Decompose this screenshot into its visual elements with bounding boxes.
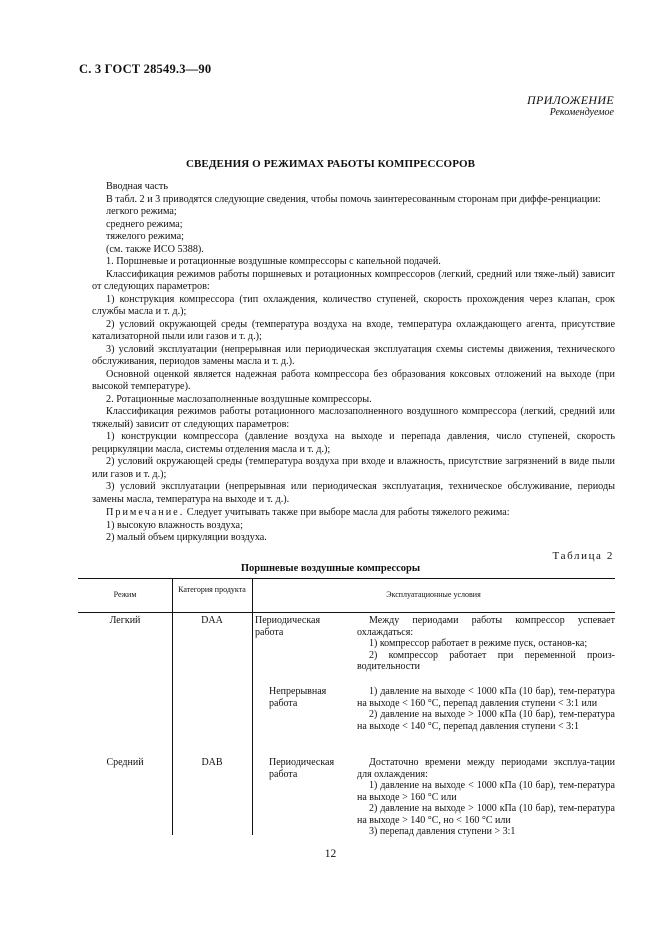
paragraph: 2) условий окружающей среды (температура воздуха на входе, температура охлаждающего агента, присутствие катализаторной пыли или газов и т. д.); xyxy=(92,318,615,342)
table-top-border xyxy=(78,578,615,579)
table-cell-operation-type xyxy=(255,757,350,781)
paragraph: (см. также ИСО 5388). xyxy=(106,243,204,255)
paragraph: 2. Ротационные маслозаполненные воздушные компрессоры. xyxy=(106,393,372,405)
list-item: тяжелого режима; xyxy=(106,231,185,242)
paragraph: В табл. 2 и 3 приводятся следующие сведения, чтобы помочь заинтересованным сторонам при диффе-ренциации: xyxy=(106,193,601,205)
list-item: 2) малый объем циркуляции воздуха. xyxy=(106,532,267,543)
condition-line: 1) давление на выходе < 1000 кПа (10 бар), тем-пература на выходе > 160 °С или xyxy=(357,780,615,803)
paragraph: 1) конструкции компрессора (давление воздуха на выходе и перепада давления, число ступеней, скорость рециркуляции масла, системы отделения масла и т. д.); xyxy=(92,431,615,455)
note-text: Следует учитывать также при выборе масла для работы тяжелого режима: xyxy=(186,507,510,518)
paragraph: 2) условий окружающей среды (температура воздуха при входе и влажность, присутствие загрязнений в виде пыли или газов и т. д.); xyxy=(92,456,615,480)
paragraph: 3) условий эксплуатации (непрерывная или периодическая эксплуатация схемы системы движения, технического обслуживания, периодов замены масла и т. д.). xyxy=(92,343,615,367)
table-cell-category: DAB xyxy=(201,757,223,768)
table-cell-conditions xyxy=(357,615,615,673)
list-item: среднего режима; xyxy=(106,218,183,230)
operation-type-text: Периодическая работа xyxy=(269,757,335,780)
paragraph: Основной оценкой является надежная работа компрессора без образования коксовых отложений на выходе (при высокой температуре). xyxy=(92,368,615,392)
condition-line: Достаточно времени между периодами эксплуа-тации для охлаждения: xyxy=(357,757,615,780)
page-number: 12 xyxy=(324,848,337,860)
table-cell-conditions xyxy=(357,686,615,732)
table-column-divider xyxy=(252,578,253,835)
table-header-category: Категория продукта xyxy=(178,585,246,594)
condition-line: 1) давление на выходе < 1000 кПа (10 бар), тем-пература на выходе < 160 °С, перепад давления ступени < 3:1 или xyxy=(357,686,615,709)
table-cell-category: DAA xyxy=(201,615,223,626)
table-cell-conditions xyxy=(357,757,615,838)
appendix-subtitle: Рекомендуемое xyxy=(549,107,614,118)
table-label: Таблица 2 xyxy=(552,550,614,562)
condition-line: 2) давление на выходе > 1000 кПа (10 бар), тем-пература на выходе < 140 °С, перепад давления ступени < 3:1 xyxy=(357,709,615,732)
table-header-border xyxy=(78,612,615,613)
section-title: СВЕДЕНИЯ О РЕЖИМАХ РАБОТЫ КОМПРЕССОРОВ xyxy=(185,158,476,170)
table-name: Поршневые воздушные компрессоры xyxy=(240,563,421,574)
paragraph: Вводная часть xyxy=(106,181,168,192)
table-header-conditions: Эксплуатационные условия xyxy=(386,590,481,599)
table-cell-mode: Легкий xyxy=(109,615,141,626)
paragraph: Классификация режимов работы поршневых и ротационных компрессоров (легкий, средний или тяже-лый) зависит от следующих параметров: xyxy=(92,268,615,292)
condition-line: Между периодами работы компрессор успевает охлаждаться: xyxy=(357,615,615,638)
appendix-title: ПРИЛОЖЕНИЕ xyxy=(527,93,614,107)
table-cell-operation-type xyxy=(255,686,350,710)
paragraph: Классификация режимов работы ротационного маслозаполненного воздушного компрессора (легкий, средний или тяжелый) зависит от следующих параметров: xyxy=(92,406,615,430)
document-header: С. 3 ГОСТ 28549.3—90 xyxy=(79,62,212,76)
condition-line: 3) перепад давления ступени > 3:1 xyxy=(369,826,516,837)
list-item: 1) высокую влажность воздуха; xyxy=(106,519,243,531)
paragraph: 3) условий эксплуатации (непрерывная или периодическая эксплуатация, техническое обслуживание, периоды замены масла, температура на выходе и т. д.). xyxy=(92,481,615,505)
table-cell-operation-type: Периодическая работа xyxy=(255,615,321,638)
condition-line: 2) компрессор работает при переменной произ-водительности xyxy=(357,649,615,672)
paragraph: 1) конструкция компрессора (тип охлаждения, количество ступеней, скорость прохождения через клапан, срок службы масла и т. д.); xyxy=(92,293,615,317)
condition-line: 2) давление на выходе > 1000 кПа (10 бар), тем-пература на выходе > 140 °С, но < 160 °С или xyxy=(357,803,615,826)
note xyxy=(92,507,615,520)
note-label: Примечание. xyxy=(106,507,185,518)
list-item: легкого режима; xyxy=(106,206,177,217)
operation-type-text: Непрерывная работа xyxy=(269,686,327,709)
paragraph: 1. Поршневые и ротационные воздушные компрессоры с капельной подачей. xyxy=(106,256,441,267)
condition-line: 1) компрессор работает в режиме пуск, останов-ка; xyxy=(369,638,588,649)
body-text xyxy=(92,181,615,545)
table-header-mode: Режим xyxy=(113,590,137,599)
table-cell-mode: Средний xyxy=(106,757,144,768)
